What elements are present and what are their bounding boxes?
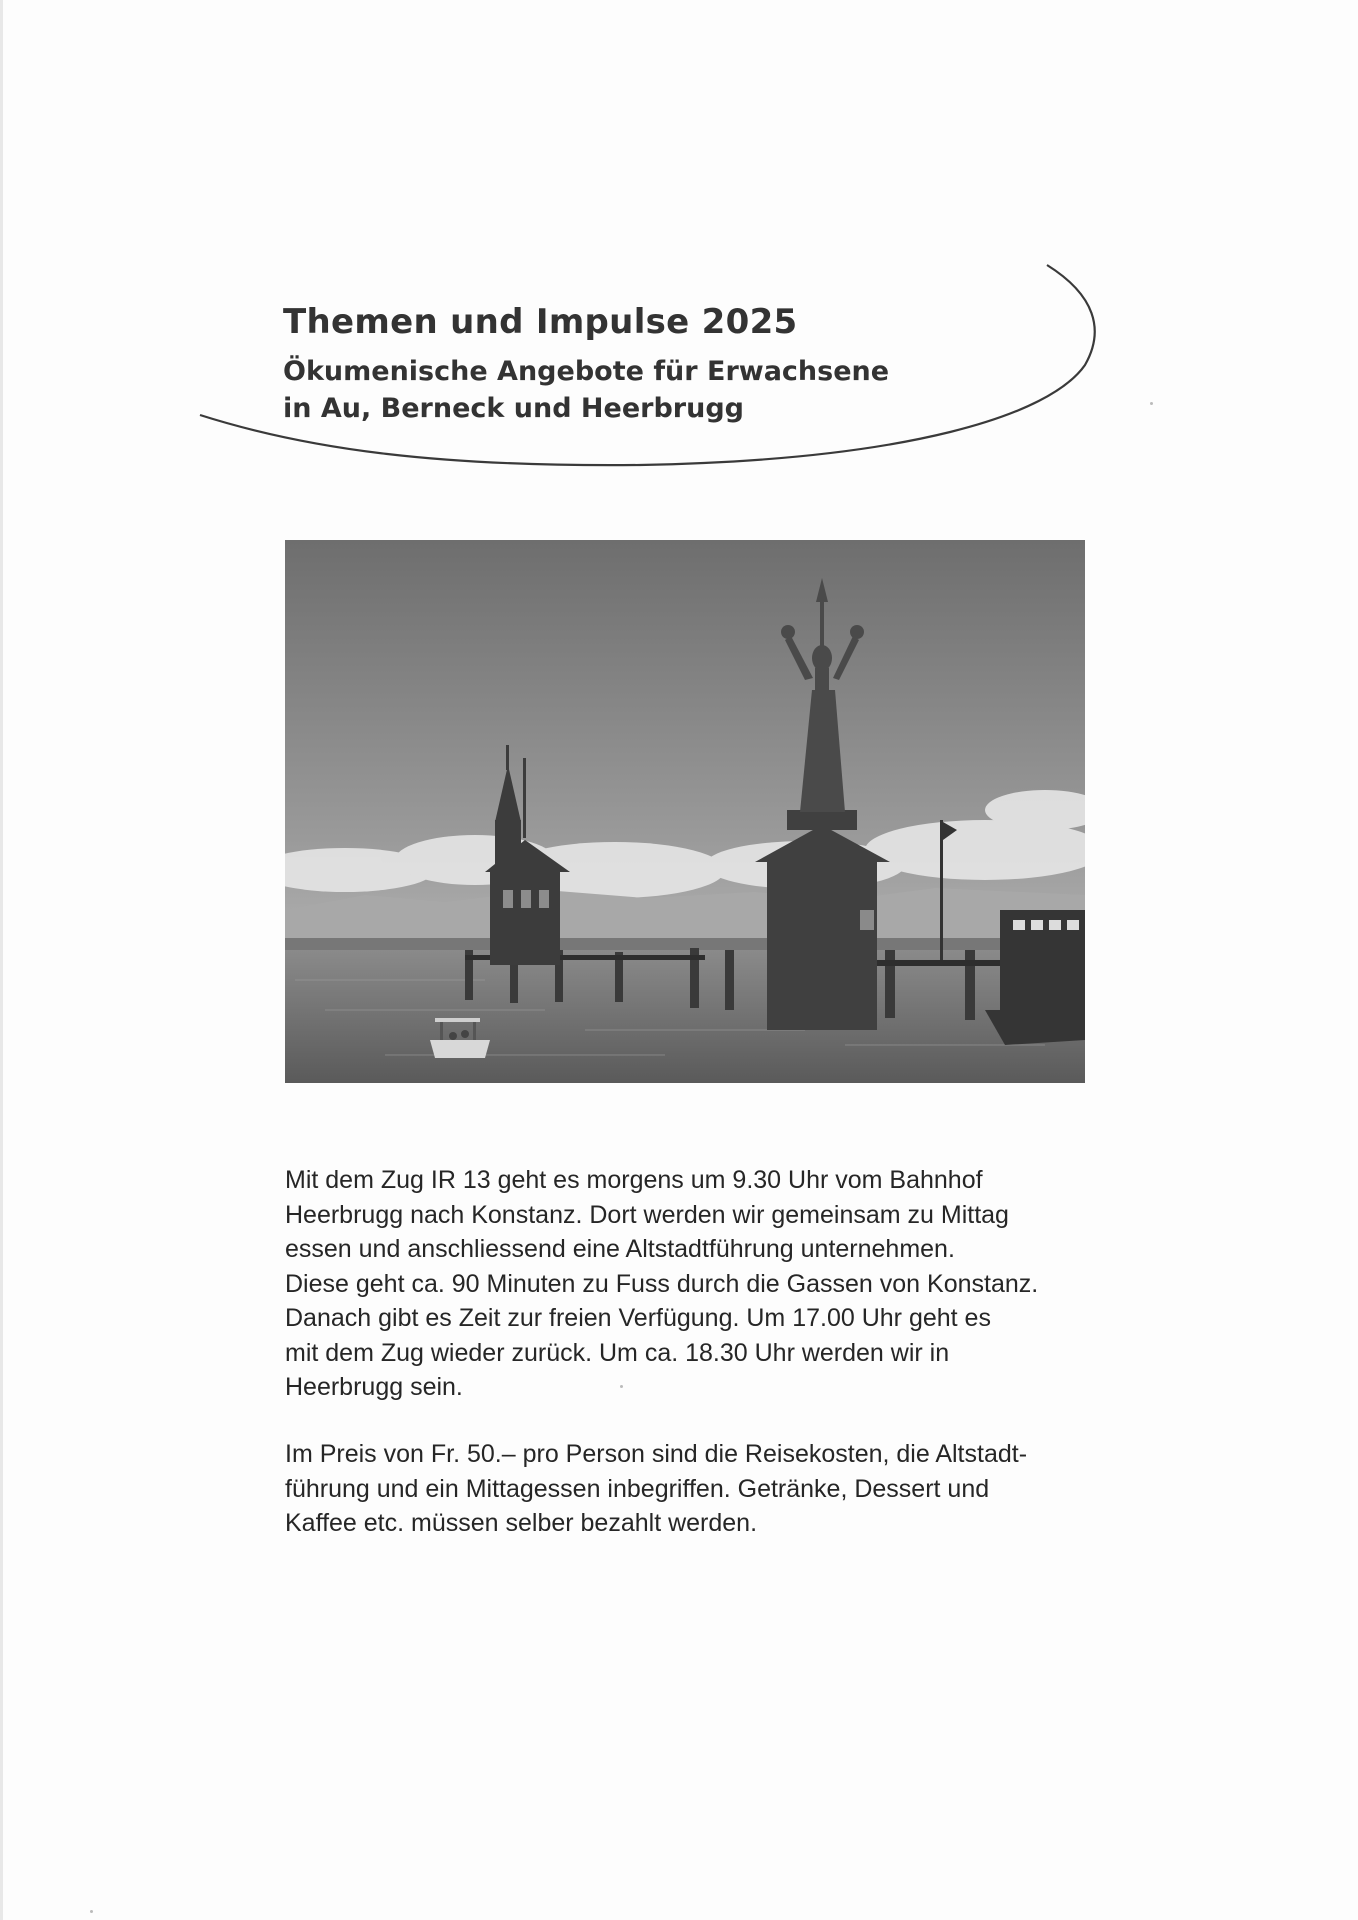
text-line: Heerbrugg nach Konstanz. Dort werden wir gemeinsam zu Mittag <box>285 1200 1009 1229</box>
text-line: Kaffee etc. müssen selber bezahlt werden. <box>285 1509 758 1537</box>
subtitle-line-2: in Au, Berneck und Heerbrugg <box>283 393 744 424</box>
harbor-photo <box>285 540 1085 1083</box>
text-line: Mit dem Zug IR 13 geht es morgens um 9.30 Uhr vom Bahnhof <box>285 1166 983 1194</box>
text-line: mit dem Zug wieder zurück. Um ca. 18.30 Uhr werden wir in <box>285 1338 950 1367</box>
text-line: Im Preis von Fr. 50.– pro Person sind die Reisekosten, die Altstadt- <box>285 1440 1028 1468</box>
text-line: Danach gibt es Zeit zur freien Verfügung. Um 17.00 Uhr geht es <box>285 1304 991 1332</box>
scan-edge <box>0 0 3 1920</box>
paragraph-price-info <box>285 1437 1085 1541</box>
paragraph-trip-description <box>285 1163 1085 1405</box>
scan-speck <box>1150 402 1153 405</box>
scan-speck <box>90 1910 93 1913</box>
page-title: Themen und Impulse 2025 <box>283 302 798 342</box>
scan-speck <box>620 1385 623 1388</box>
text-line: führung und ein Mittagessen inbegriffen. Getränke, Dessert und <box>285 1474 990 1503</box>
harbor-photo-illustration <box>285 540 1085 1083</box>
text-line: Diese geht ca. 90 Minuten zu Fuss durch die Gassen von Konstanz. <box>285 1269 1039 1298</box>
text-line: essen und anschliessend eine Altstadtführung unternehmen. <box>285 1235 955 1263</box>
subtitle-line-1: Ökumenische Angebote für Erwachsene <box>283 356 890 387</box>
text-line: Heerbrugg sein. <box>285 1373 463 1401</box>
